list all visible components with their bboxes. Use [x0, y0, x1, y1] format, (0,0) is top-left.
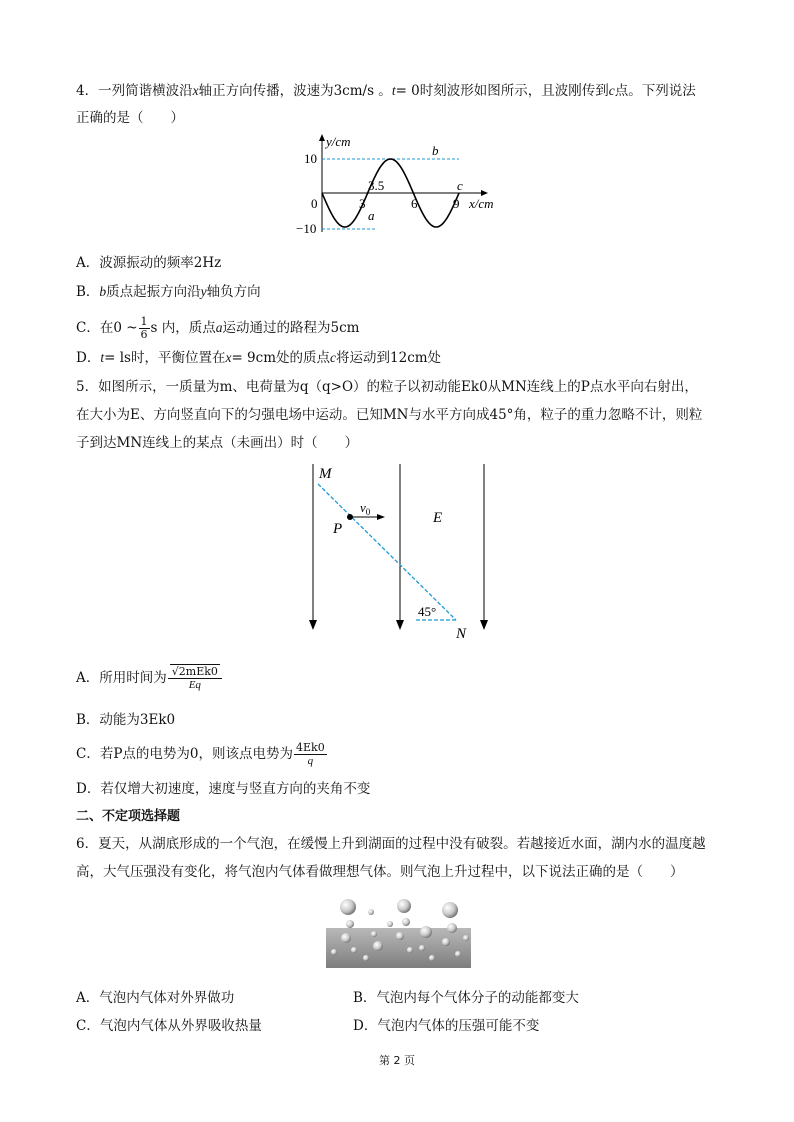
q5-mn-line — [318, 484, 456, 620]
q5-velocity-arrowhead — [377, 514, 385, 520]
q4-y-tick-neg10: −10 — [296, 221, 317, 236]
q5-label-m: M — [319, 466, 332, 482]
q4-y-axis-arrow — [319, 134, 325, 141]
q5-field-arrow-3 — [480, 620, 488, 630]
q5-label-v: $v_0$ — [360, 500, 371, 517]
section-heading: 二、不定项选择题 — [76, 809, 181, 824]
q6-option-c: C．气泡内气体从外界吸收热量 — [76, 1018, 262, 1034]
page-number: 第 2 页 — [379, 1054, 415, 1067]
q4-option-b: B．b质点起振方向沿y轴负方向 — [76, 284, 261, 300]
q5-field-arrow-1 — [309, 620, 317, 630]
q4-x-tick-0: 0 — [311, 196, 318, 211]
q5-option-d: D．若仅增大初速度，速度与竖直方向的夹角不变 — [76, 781, 371, 797]
q4-point-c: c — [457, 178, 463, 193]
q4-stem-line1: 4．一列简谐横波沿x轴正方向传播，波速为3cm/s 。t= 0时刻波形如图所示，且波刚传到c点。下列说法 — [76, 83, 696, 99]
q4-wave-figure — [296, 132, 506, 242]
q5-option-a-fraction: $\frac{\text{√2mEk0}}{Eq}$ — [168, 666, 222, 691]
q4-option-c-fraction: $\frac{1}{6}$ — [140, 315, 148, 341]
q4-label-3-5: 3.5 — [368, 178, 385, 193]
q6-option-a: A．气泡内气体对外界做功 — [76, 990, 235, 1006]
q6-stem-line1: 6．夏天，从湖底形成的一个气泡，在缓慢上升到湖面的过程中没有破裂。若越接近水面，湖内水的温度越 — [76, 836, 706, 852]
q4-x-tick-9: 9 — [453, 196, 460, 211]
q5-label-n: N — [456, 626, 467, 642]
q4-x-label: x/cm — [469, 196, 494, 211]
q6-bubble-photo — [326, 898, 471, 968]
q4-option-d: D．t= ls时，平衡位置在x= 9cm处的质点c将运动到12cm处 — [76, 350, 442, 366]
q4-point-b: b — [432, 143, 439, 158]
q6-option-b: B．气泡内每个气体分子的动能都变大 — [353, 990, 579, 1006]
q5-option-a: A．所用时间为 $\frac{\text{√2mEk0}}{Eq}$ — [76, 666, 223, 691]
q5-option-c-fraction: $\frac{4Ek0}{q}$ — [296, 741, 325, 767]
q6-option-d: D．气泡内气体的压强可能不变 — [353, 1018, 540, 1034]
q4-y-label: y/cm — [326, 134, 351, 149]
q5-label-e: E — [433, 510, 443, 526]
q5-option-b: B．动能为3Ek0 — [76, 712, 176, 728]
q5-label-p: P — [333, 521, 343, 537]
q5-stem-line2: 在大小为E、方向竖直向下的匀强电场中运动。已知MN与水平方向成45°角，粒子的重力忽略不计，则粒 — [76, 407, 703, 423]
q4-y-tick-10: 10 — [304, 151, 317, 166]
q6-stem-line2: 高，大气压强没有变化，将气泡内气体看做理想气体。则气泡上升过程中，以下说法正确的是（ ） — [76, 864, 684, 880]
q4-point-a: a — [368, 208, 375, 223]
q5-stem-line1: 5．如图所示，一质量为m、电荷量为q（q>O）的粒子以初动能Ek0从MN连线上的P点水平向右射出， — [76, 379, 698, 395]
q4-stem-line2: 正确的是（ ） — [76, 110, 184, 126]
q4-x-tick-6: 6 — [411, 196, 418, 211]
q4-option-a: A．波源振动的频率2Hz — [76, 255, 222, 271]
q5-field-arrow-2 — [396, 620, 404, 630]
q5-field-figure — [303, 460, 503, 642]
q4-option-c: C．在0 ~ $\frac{1}{6}$ s 内，质点a运动通过的路程为5cm — [76, 315, 360, 341]
q5-label-angle: 45° — [418, 604, 437, 619]
q4-x-tick-3: 3 — [359, 196, 366, 211]
q5-option-c: C．若P点的电势为0，则该点电势为 $\frac{4Ek0}{q}$ — [76, 741, 325, 767]
q5-stem-line3: 子到达MN连线上的某点（未画出）时（ ） — [76, 435, 359, 451]
